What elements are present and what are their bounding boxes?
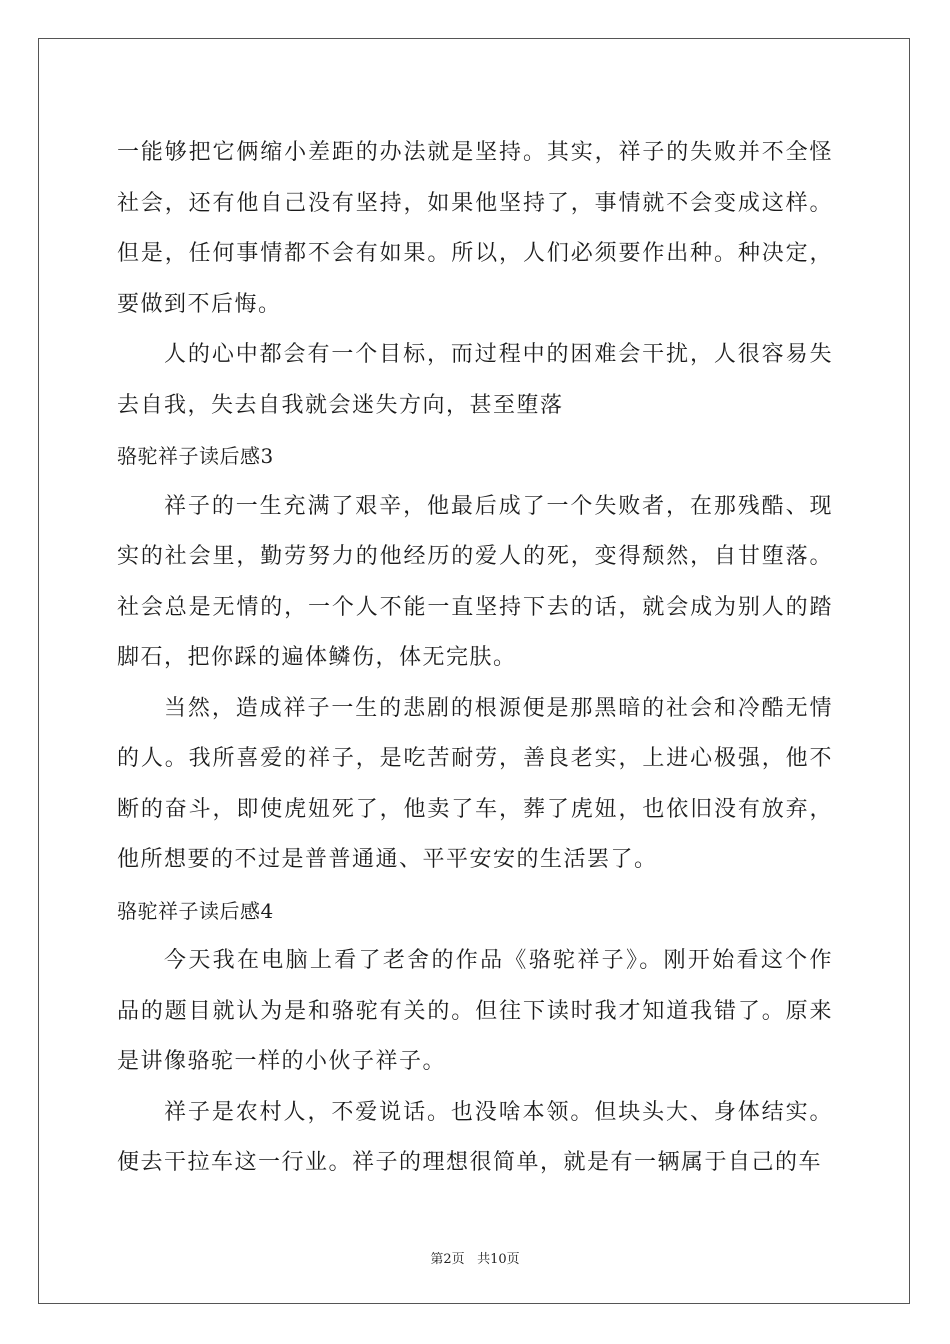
section-heading: 骆驼祥子读后感3 [117,444,274,468]
document-body [117,128,833,1189]
page-total: 共10页 [477,1252,520,1267]
section-heading: 骆驼祥子读后感4 [117,898,274,923]
paragraph: 人的心中都会有一个目标，而过程中的困难会干扰，人很容易失去自我，失去自我就会迷失方向，甚至堕落 [117,342,833,418]
paragraph: 祥子是农村人，不爱说话。也没啥本领。但块头大、身体结实。便去干拉车这一行业。祥子的理想很简单，就是有一辆属于自己的车 [117,1099,833,1175]
paragraph: 当然，造成祥子一生的悲剧的根源便是那黑暗的社会和冷酷无情的人。我所喜爱的祥子，是吃苦耐劳，善良老实，上进心极强，他不断的奋斗，即使虎妞死了，他卖了车，葬了虎妞，也依旧没有放弃，他所想要的不过是普普通通、平平安安的生活罢了。 [117,695,833,872]
paragraph: 一能够把它俩缩小差距的办法就是坚持。其实，祥子的失败并不全怪社会，还有他自己没有坚持，如果他坚持了，事情就不会变成这样。但是，任何事情都不会有如果。所以，人们必须要作出种。种决定，要做到不后悔。 [117,140,833,317]
page-number: 第2页 [430,1252,465,1267]
page-footer [0,1248,950,1267]
paragraph: 今天我在电脑上看了老舍的作品《骆驼祥子》。刚开始看这个作品的题目就认为是和骆驼有关的。但往下读时我才知道我错了。原来是讲像骆驼一样的小伙子祥子。 [117,948,833,1074]
paragraph: 祥子的一生充满了艰辛，他最后成了一个失败者，在那残酷、现实的社会里，勤劳努力的他经历的爱人的死，变得颓然，自甘堕落。社会总是无情的，一个人不能一直坚持下去的话，就会成为别人的踏脚石，把你踩的遍体鳞伤，体无完肤。 [117,493,833,670]
